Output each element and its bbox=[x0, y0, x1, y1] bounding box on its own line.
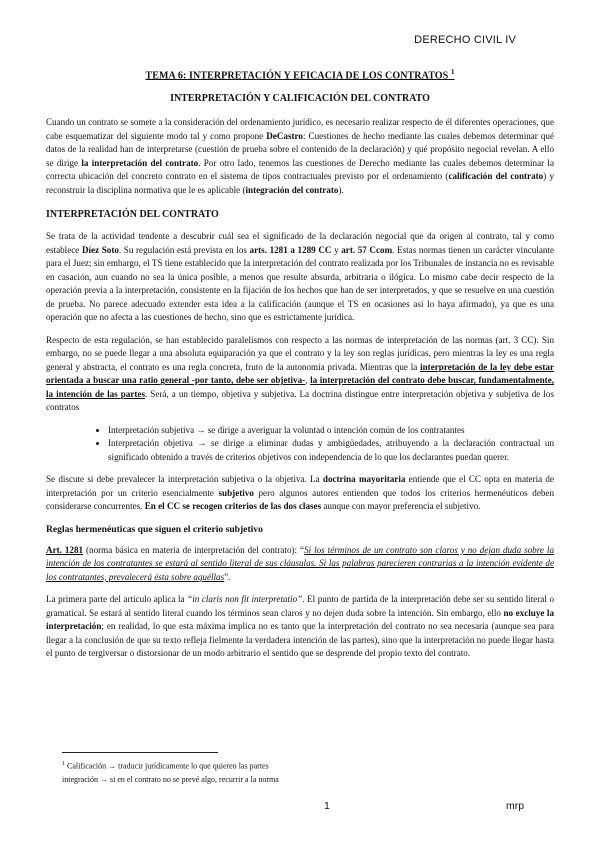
intro-paragraph: Cuando un contrato se somete a la consideración del ordenamiento jurídico, es necesario realizar respecto de él diferentes operaciones, que cabe esquematizar del siguiente modo tal y como propone DeCastro: Cuestiones de hecho mediante las cuales debemos determinar qué datos de la realidad han de interpretarse (cuestión de prueba sobre el contenido de la declaración) y qué propósito negocial revelan. A ello se dirige la interpretación del contrato. Por otro lado, tenemos las cuestiones de Derecho mediante las cuales debemos determinar la correcta ubicación del concreto contrato en el sistema de tipos contractuales previsto por el ordenamiento (calificación del contrato) y reconstruir la disciplina normativa que le es aplicable (integración del contrato). bbox=[46, 117, 554, 195]
page-number: 1 bbox=[324, 800, 330, 812]
document-title bbox=[46, 68, 554, 81]
document-subtitle: INTERPRETACIÓN Y CALIFICACIÓN DEL CONTRATO bbox=[170, 93, 430, 105]
author-initials: mrp bbox=[506, 800, 525, 812]
footnote-mark: 1 bbox=[62, 761, 65, 767]
course-header: DERECHO CIVIL IV bbox=[414, 34, 516, 46]
list-item: • Interpretación subjetiva → se dirige a averiguar la voluntad o intención común de los contratantes bbox=[108, 424, 554, 438]
section1-paragraph-1: Se trata de la actividad tendente a descubrir cuál sea el significado de la declaración negocial que da origen al contrato, tal y como establece Díez Soto. Su regulación está prevista en los arts. 1281 a 1289 CC y art. 57 Ccom. Estas normas tienen un carácter vinculante para el Juez; sin embargo, el TS tiene establecido que la interpretación del contrato realizada por los Tribunales de instancia no es revisable en casación, aun cuando no sea la única posible, a menos que resulte absurda, arbitraria o ilógica. Lo mismo cabe decir respecto de la operación previa a la interpretación, consistente en la fijación de los hechos que han de ser interpretados, y que se resuelve en una cuestión de prueba. No parece adecuado extender esta idea a la calificación (aunque el TS en ocasiones así lo haya afirmado), ya que es una operación que no afecta a las cuestiones de hecho, sino que es estrictamente jurídica. bbox=[46, 231, 554, 323]
section2-paragraph-1: Art. 1281 (norma básica en materia de interpretación del contrato): “Si los términos de un contrato son claros y no dejan duda sobre la intención de los contratantes se estará al sentido literal de sus cláusulas. Si las palabras parecieren contrarias a la intención evidente de los contratantes, prevalecerá ésta sobre aquéllas”. bbox=[46, 544, 555, 582]
footnote-line-1: Calificación → traducir jurídicamente lo que quieren las partes bbox=[65, 761, 269, 771]
footnote-line-2: integración → si en el contrato no se prevé algo, recurrir a la norma bbox=[62, 774, 279, 784]
footnote bbox=[62, 758, 422, 786]
subsection-heading-reglas: Reglas hermenéuticas que siguen el criterio subjetivo bbox=[46, 523, 263, 535]
document-title-text: TEMA 6: INTERPRETACIÓN Y EFICACIA DE LOS CONTRATOS bbox=[145, 70, 449, 82]
section-heading-interpretacion: INTERPRETACIÓN DEL CONTRATO bbox=[46, 209, 219, 221]
document-body bbox=[46, 64, 554, 670]
interpretation-types-list bbox=[46, 424, 554, 465]
footnote-ref: 1 bbox=[450, 68, 455, 76]
list-item: • Interpretación objetiva → se dirige a eliminar dudas y ambigüedades, atribuyendo a la declaración contractual un significado obtenido a través de criterios objetivos con independencia de lo que los declarantes puedan querer. bbox=[108, 437, 554, 464]
footnote-divider bbox=[62, 752, 218, 753]
section2-paragraph-2: La primera parte del artículo aplica la “in claris non fit interpretatio”. El punto de partida de la interpretación debe ser su sentido literal o gramatical. Se estará al sentido literal cuando los términos sean claros y no dejen duda sobre la intención. Sin embargo, ello no excluye la interpretación; en realidad, lo que esta máxima implica no es tanto que la interpretación del contrato no sea necesaria (aunque sea para llegar a la conclusión de que su texto refleja fielmente la verdadera intención de las partes), sino que la interpretación no puede llegar hasta el punto de tergiversar o distorsionar de un modo arbitrario el sentido que se desprende del propio texto del contrato. bbox=[46, 594, 554, 659]
section1-paragraph-3: Se discute si debe prevalecer la interpretación subjetiva o la objetiva. La doctrina mayoritaria entiende que el CC opta en materia de interpretación por un criterio esencialmente subjetivo pero algunos autores entienden que todos los criterios hermenéuticos deben considerarse concurrentes. En el CC se recogen criterios de las dos clases aunque con mayor preferencia el subjetivo. bbox=[46, 474, 554, 512]
section1-paragraph-2: Respecto de esta regulación, se han establecido paralelismos con respecto a las normas de interpretación de las normas (art. 3 CC). Sin embargo, no se puede llegar a una absoluta equiparación ya que el contrato y la ley son reglas jurídicas, pero mientras la ley es una regla general y abstracta, el contrato es una regla concreta, fruto de la autonomía privada. Mientras que la interpretación de la ley debe estar orientada a buscar una ratio general -por tanto, debe ser objetiva-, la interpretación del contrato debe buscar, fundamentalmente, la intención de las partes. Será, a un tiempo, objetiva y subjetiva. La doctrina distingue entre interpretación objetiva y subjetiva de los contratos bbox=[46, 334, 555, 413]
